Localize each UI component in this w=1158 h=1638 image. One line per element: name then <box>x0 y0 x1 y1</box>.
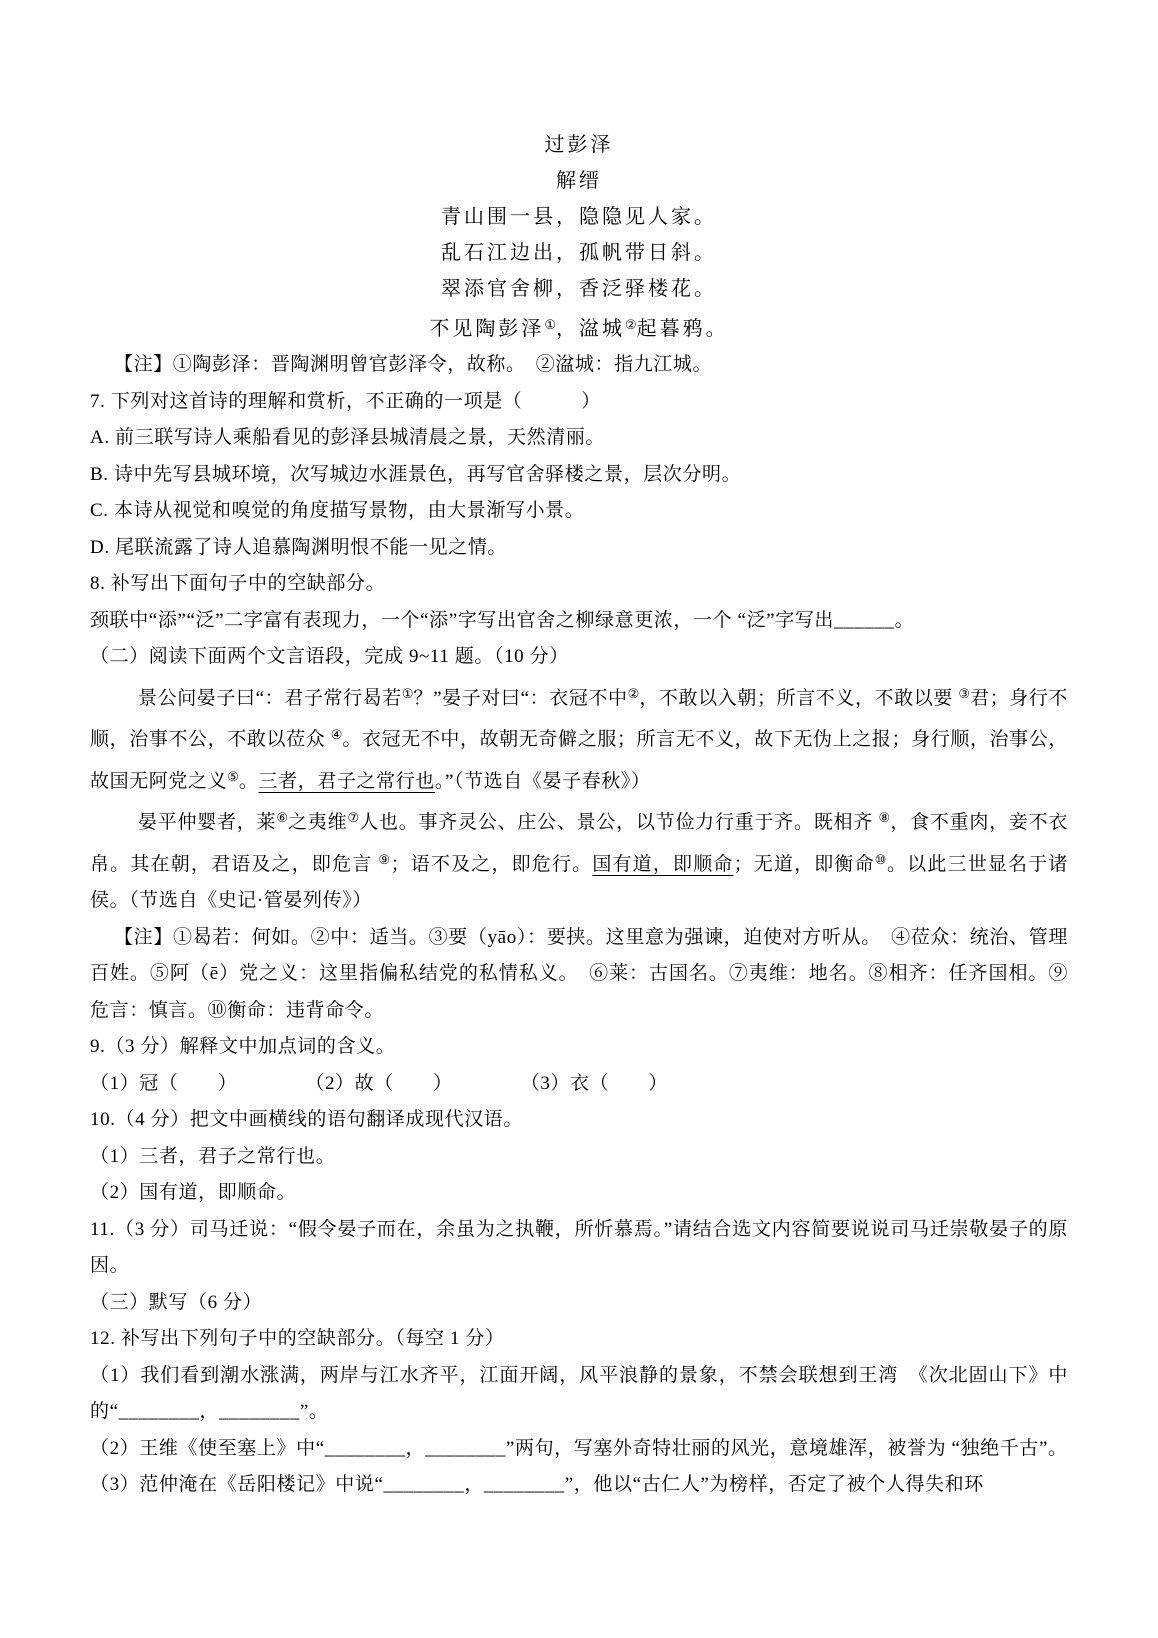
question-7-option-b: B. 诗中先写县城环境，次写城边水涯景色，再写官舍驿楼之景，层次分明。 <box>90 463 742 485</box>
question-9-item-1: （1）冠（ ） <box>90 1072 238 1094</box>
poem-line-1: 青山围一县，隐隐见人家。 <box>441 206 717 228</box>
question-12-item-2: （2）王维《使至塞上》中“________，________”两句，写塞外奇特壮丽的风光，意境雄浑，被誉为 “独绝千古”。 <box>90 1437 1068 1459</box>
poem-line-3: 翠添官舍柳，香泛驿楼花。 <box>441 278 717 300</box>
question-12-item-3: （3）范仲淹在《岳阳楼记》中说“________，________”，他以“古仁人”为榜样，否定了被个人得失和环 <box>90 1474 984 1495</box>
question-9-items <box>90 1066 1068 1103</box>
poem-note: 【注】①陶彭泽：晋陶渊明曾官彭泽令，故称。 ②湓城：指九江城。 <box>114 354 713 375</box>
question-9-stem: 9.（3 分）解释文中加点词的含义。 <box>90 1036 396 1057</box>
question-9-item-3: （3）衣（ ） <box>520 1072 669 1094</box>
question-10-stem: 10.（4 分）把文中画横线的语句翻译成现代汉语。 <box>90 1109 524 1130</box>
question-7-option-d: D. 尾联流露了诗人追慕陶渊明恨不能一见之情。 <box>90 536 508 558</box>
classical-passage-2: 晏平仲婴者，莱⑥之夷维⑦人也。事齐灵公、庄公、景公，以节俭力行重于齐。既相齐 ⑧，食不重肉，妾不衣帛。其在朝，君语及之，即危言 ⑨；语不及之，即危行。国有道，即顺命；无道，即衡命⑩。以此三世显名于诸侯。（节选自《史记·管晏列传》） <box>90 810 1069 911</box>
question-8-stem: 8. 补写出下面句子中的空缺部分。 <box>90 573 386 594</box>
section-2-header: （二）阅读下面两个文言语段，完成 9~11 题。（10 分） <box>90 646 569 667</box>
exam-body <box>90 347 1068 1504</box>
passage-notes: 【注】①曷若：何如。②中：适当。③要（yāo）：要挟。这里意为强谏，迫使对方听从。 ④莅众：统治、管理百姓。⑤阿（ē）党之义：这里指偏私结党的私情私义。 ⑥莱：古国名。⑦夷维：地名。⑧相齐：任齐国相。⑨危言：慎言。⑩衡命：违背命令。 <box>90 926 1068 1021</box>
question-7-option-c: C. 本诗从视觉和嗅觉的角度描写景物，由大景渐写小景。 <box>90 500 585 521</box>
poem-line-4: 不见陶彭泽①，湓城②起暮鸦。 <box>429 317 729 340</box>
poem-title: 过彭泽 <box>544 134 614 156</box>
poem-author: 解缙 <box>556 170 602 192</box>
classical-passage-1: 景公问晏子曰“：君子常行曷若①？”晏子对曰“：衣冠不中②，不敢以入朝；所言不义，不敢以要 ③君；身行不顺，治事不公，不敢以莅众 ④。衣冠无不中，故朝无奇僻之服；所言无不义，故下无伪上之报；身行顺，治事公，故国无阿党之义⑤。三者，君子之常行也。”（节选自《晏子春秋》） <box>90 685 1069 792</box>
question-7-stem: 7. 下列对这首诗的理解和赏析，不正确的一项是（ ） <box>90 390 601 412</box>
question-10-item-2: （2）国有道，即顺命。 <box>90 1182 297 1203</box>
question-12-item-1: （1）我们看到潮水涨满，两岸与江水齐平，江面开阔，风平浪静的景象，不禁会联想到王湾 《次北固山下》中的“________，________”。 <box>90 1364 1068 1422</box>
question-8-body: 颈联中“添”“泛”二字富有表现力，一个“添”字写出官舍之柳绿意更浓，一个 “泛”字写出______。 <box>90 609 915 631</box>
question-7-option-a: A. 前三联写诗人乘船看见的彭泽县城清晨之景，天然清丽。 <box>90 427 606 448</box>
poem-line-2: 乱石江边出，孤帆带日斜。 <box>441 242 717 264</box>
poem-section <box>90 127 1068 347</box>
question-12-stem: 12. 补写出下列句子中的空缺部分。（每空 1 分） <box>90 1328 505 1349</box>
question-11-stem: 11.（3 分）司马迁说：“假令晏子而在，余虽为之执鞭，所忻慕焉。”请结合选文内容简要说说司马迁崇敬晏子的原因。 <box>90 1218 1068 1276</box>
question-9-item-2: （2）故（ ） <box>305 1072 453 1094</box>
section-3-header: （三）默写（6 分） <box>90 1291 263 1313</box>
question-10-item-1: （1）三者，君子之常行也。 <box>90 1145 336 1167</box>
